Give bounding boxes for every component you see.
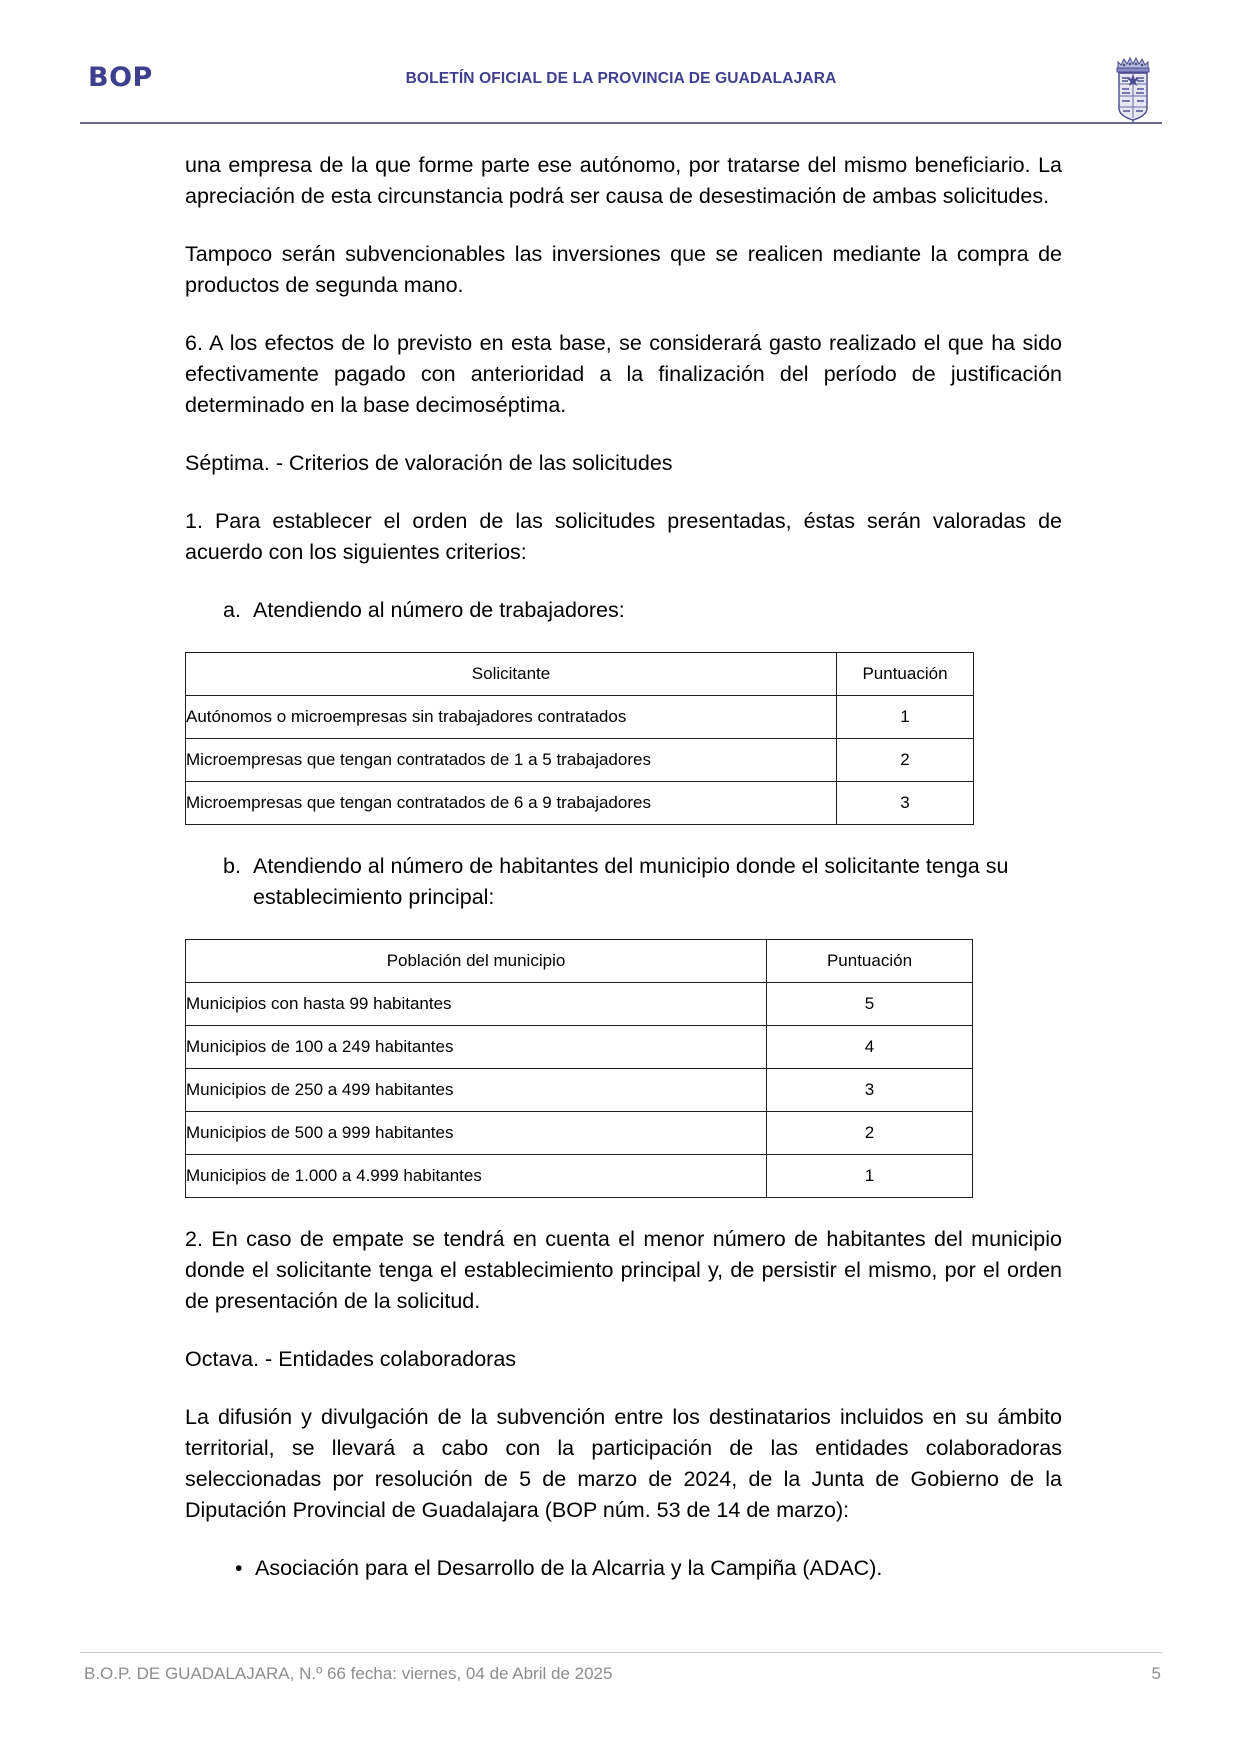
- table-population-r4-label: Municipios de 1.000 a 4.999 habitantes: [186, 1155, 767, 1198]
- table-header-row: [186, 940, 973, 983]
- table-workers-r0-label: Autónomos o microempresas sin trabajadores contratados: [186, 696, 837, 739]
- table-population: [185, 939, 973, 1198]
- table-workers-r1-label: Microempresas que tengan contratados de 1 a 5 trabajadores: [186, 739, 837, 782]
- table-workers-header-solicitante: Solicitante: [186, 653, 837, 696]
- table-workers: [185, 652, 974, 825]
- criterion-b-marker: b.: [223, 854, 241, 878]
- table-population-r2-score: 3: [767, 1069, 973, 1112]
- table-workers-r2-score: 3: [837, 782, 974, 825]
- table-workers-r2-label: Microempresas que tengan contratados de 6 a 9 trabajadores: [186, 782, 837, 825]
- criterion-b: [185, 851, 1062, 913]
- table-population-header-poblacion: Población del municipio: [186, 940, 767, 983]
- table-row: [186, 983, 973, 1026]
- heading-octava: Octava. - Entidades colaboradoras: [185, 1347, 517, 1371]
- bop-logo: BOP: [88, 62, 153, 93]
- paragraph-6: 2. En caso de empate se tendrá en cuenta el menor número de habitantes del municipio donde el solicitante tenga el establecimiento principal y, de persistir el mismo, por el orden de presentación de la solicitud.: [185, 1227, 1062, 1313]
- criterion-b-text: Atendiendo al número de habitantes del municipio donde el solicitante tenga su establecimiento principal:: [253, 854, 1009, 909]
- table-population-r3-label: Municipios de 500 a 999 habitantes: [186, 1112, 767, 1155]
- table-row: [186, 696, 974, 739]
- table-population-r0-label: Municipios con hasta 99 habitantes: [186, 983, 767, 1026]
- paragraph-1: una empresa de la que forme parte ese autónomo, por tratarse del mismo beneficiario. La apreciación de esta circunstancia podrá ser causa de desestimación de ambas solicitudes.: [185, 153, 1062, 208]
- footer-divider: [80, 1652, 1162, 1653]
- table-population-r1-score: 4: [767, 1026, 973, 1069]
- paragraph-3: 6. A los efectos de lo previsto en esta base, se considerará gasto realizado el que ha sido efectivamente pagado con anterioridad a la finalización del período de justificación determinado en la base decimoséptima.: [185, 331, 1062, 417]
- table-row: [186, 1112, 973, 1155]
- coat-of-arms-icon: [1110, 50, 1156, 124]
- table-population-r0-score: 5: [767, 983, 973, 1026]
- table-row: [186, 1155, 973, 1198]
- table-workers-r0-score: 1: [837, 696, 974, 739]
- heading-septima: Séptima. - Criterios de valoración de las solicitudes: [185, 451, 673, 475]
- table-header-row: [186, 653, 974, 696]
- footer-page-number: 5: [1151, 1664, 1161, 1683]
- entity-list-item-text: Asociación para el Desarrollo de la Alcarria y la Campiña (ADAC).: [255, 1556, 883, 1580]
- bullet-icon: •: [235, 1556, 243, 1580]
- footer-publication-info: B.O.P. DE GUADALAJARA, N.º 66 fecha: viernes, 04 de Abril de 2025: [84, 1664, 613, 1683]
- paragraph-8: La difusión y divulgación de la subvención entre los destinatarios incluidos en su ámbito territorial, se llevará a cabo con la participación de las entidades colaboradoras seleccionadas por resolución de 5 de marzo de 2024, de la Junta de Gobierno de la Diputación Provincial de Guadalajara (BOP núm. 53 de 14 de marzo):: [185, 1405, 1062, 1522]
- criterion-a-marker: a.: [223, 598, 241, 622]
- table-population-r4-score: 1: [767, 1155, 973, 1198]
- table-population-header-puntuacion: Puntuación: [767, 940, 973, 983]
- header-title: BOLETÍN OFICIAL DE LA PROVINCIA DE GUADALAJARA: [405, 70, 837, 87]
- criterion-a-text: Atendiendo al número de trabajadores:: [253, 598, 625, 622]
- header-divider: [80, 122, 1162, 124]
- criterion-a: [185, 595, 1062, 626]
- table-workers-header-puntuacion: Puntuación: [837, 653, 974, 696]
- table-row: [186, 782, 974, 825]
- document-content: [185, 150, 1062, 1602]
- paragraph-2: Tampoco serán subvencionables las inversiones que se realicen mediante la compra de productos de segunda mano.: [185, 242, 1062, 297]
- table-workers-r1-score: 2: [837, 739, 974, 782]
- table-population-r3-score: 2: [767, 1112, 973, 1155]
- table-row: [186, 1069, 973, 1112]
- page-header: [80, 48, 1162, 120]
- table-population-r2-label: Municipios de 250 a 499 habitantes: [186, 1069, 767, 1112]
- table-population-r1-label: Municipios de 100 a 249 habitantes: [186, 1026, 767, 1069]
- paragraph-5: 1. Para establecer el orden de las solicitudes presentadas, éstas serán valoradas de acuerdo con los siguientes criterios:: [185, 509, 1062, 564]
- table-row: [186, 739, 974, 782]
- entity-list-item: [185, 1553, 1062, 1584]
- table-row: [186, 1026, 973, 1069]
